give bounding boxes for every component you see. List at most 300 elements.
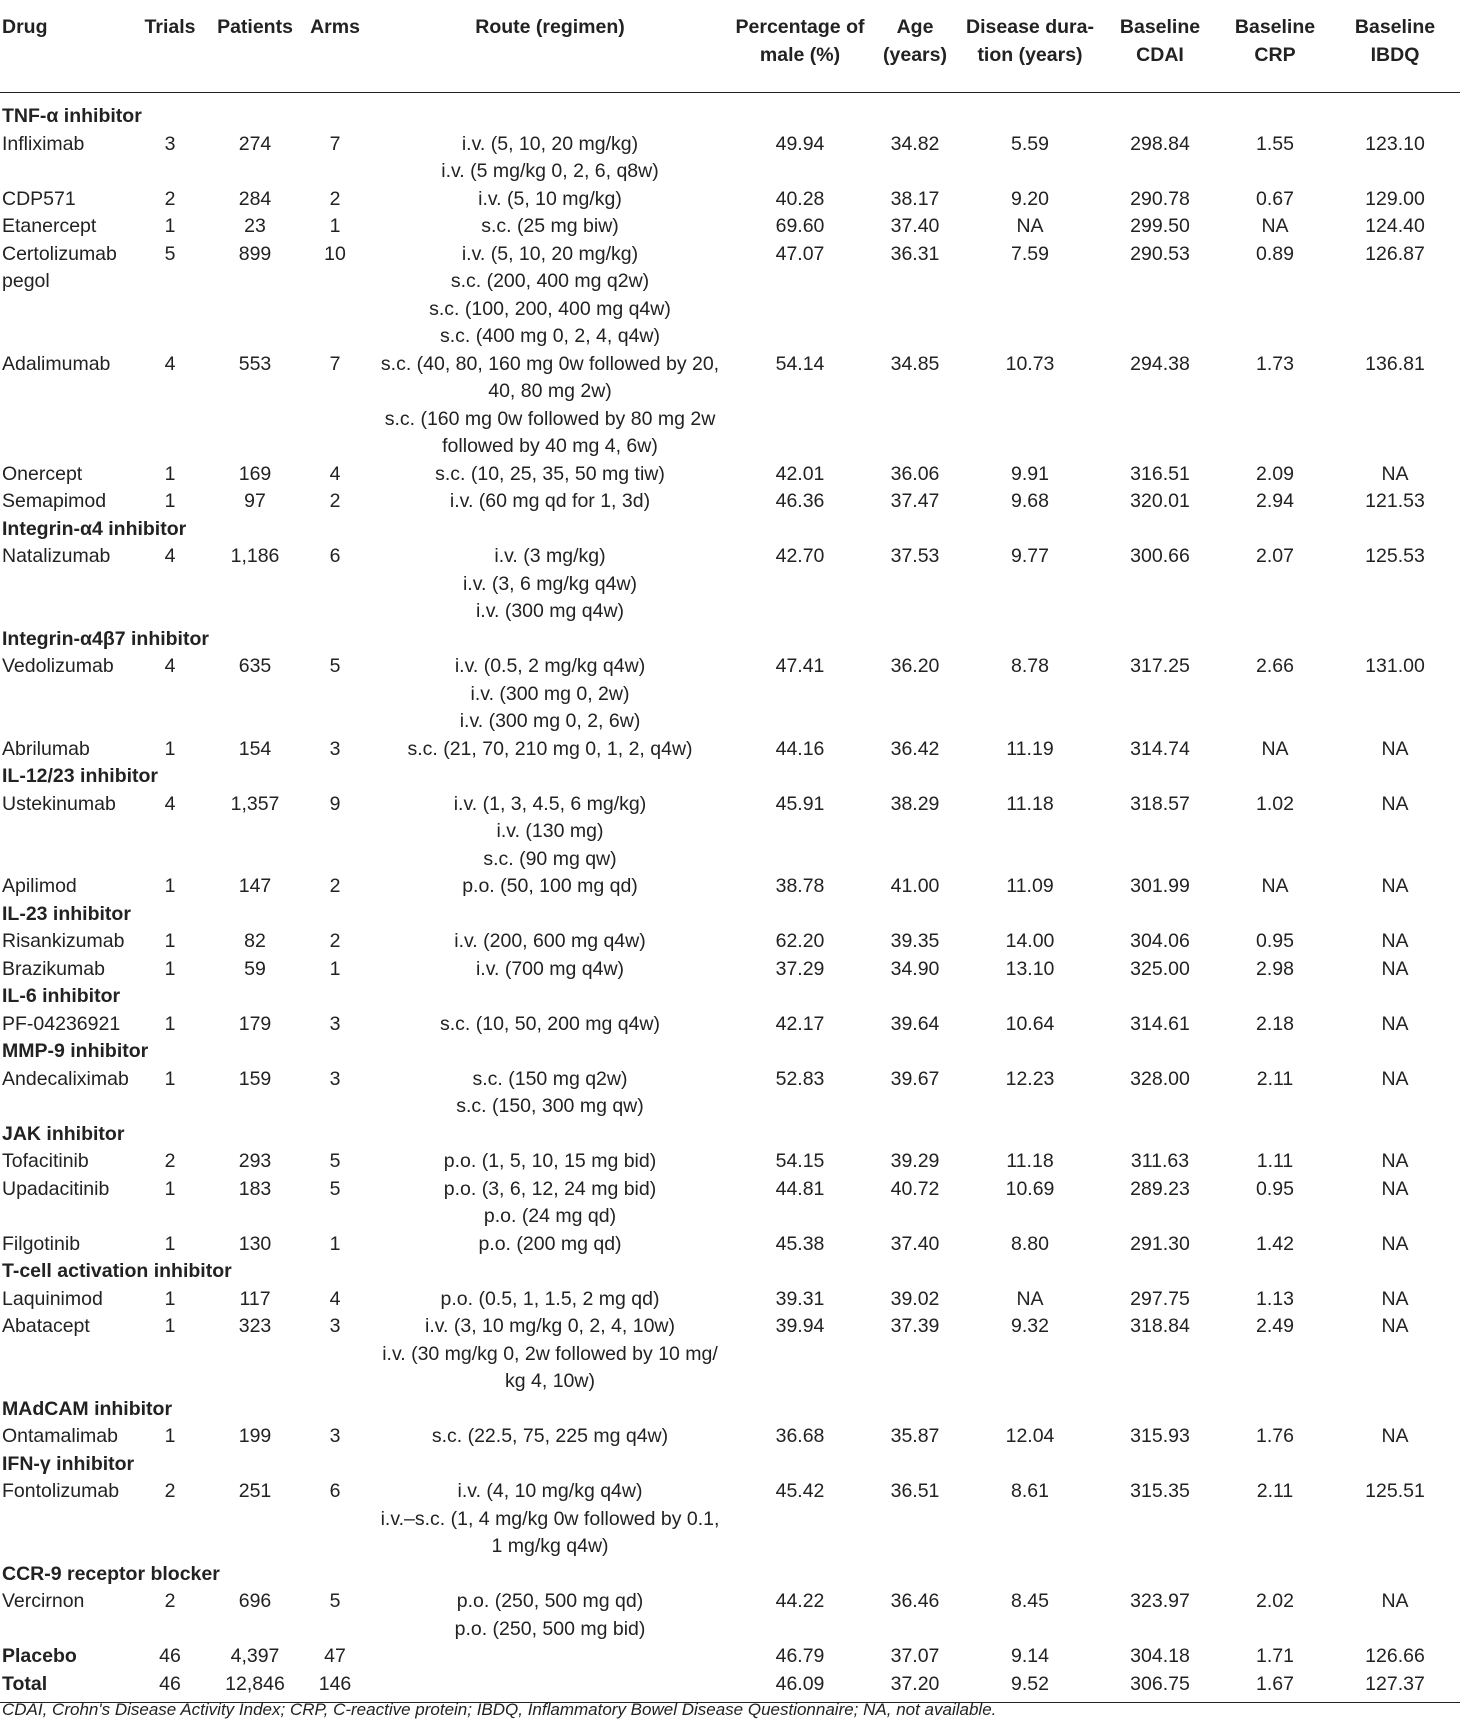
cell-arms: 146	[300, 1671, 370, 1703]
header-male: Percentage of male (%)	[730, 0, 870, 93]
cell-crp: 1.42	[1256, 1232, 1294, 1255]
cell-route: s.c. (22.5, 75, 225 mg q4w)	[431, 1425, 669, 1447]
cell-male: 46.79	[775, 1645, 825, 1667]
cell-arms: 3	[329, 1315, 341, 1337]
cell-drug: Upadacitinib	[2, 1177, 110, 1200]
cell-ibdq: NA	[1381, 1590, 1409, 1612]
cell-ibdq: 125.51	[1365, 1480, 1425, 1502]
cell-male: 42.01	[775, 462, 825, 485]
table-row	[0, 241, 1460, 351]
cell-drug: Tofacitinib	[2, 1150, 89, 1172]
cell-ibdq: 126.87	[1365, 242, 1425, 265]
cell-arms: 7	[329, 352, 341, 375]
cell-arms: 3	[329, 737, 341, 760]
cell-arms: 9	[329, 792, 341, 815]
cell-duration: 12.04	[1005, 1425, 1055, 1447]
cell-age: 36.06	[890, 462, 940, 485]
cell-ibdq: 136.81	[1365, 352, 1425, 375]
table-row	[0, 543, 1460, 626]
cell-patients: 82	[244, 930, 266, 952]
cell-drug: Ontamalimab	[2, 1425, 118, 1447]
cell-cdai: 314.61	[1130, 1012, 1190, 1035]
table-row	[0, 1423, 1460, 1451]
cell-male: 46.36	[775, 490, 825, 512]
cell-trials: 4	[164, 545, 176, 567]
cell-route: s.c. (21, 70, 210 mg 0, 1, 2, q4w)	[407, 737, 693, 760]
cell-arms: 1	[329, 957, 341, 980]
cell-drug: Andecaliximab	[2, 1067, 129, 1090]
cell-route: s.c. (10, 50, 200 mg q4w)	[439, 1012, 661, 1035]
section-header-row	[0, 901, 1460, 929]
cell-crp: 2.07	[1256, 545, 1294, 567]
cell-patients: 12,846	[210, 1671, 300, 1703]
cell-route: p.o. (0.5, 1, 1.5, 2 mg qd)	[440, 1287, 660, 1310]
cell-crp: 0.89	[1256, 242, 1294, 265]
cell-trials: 1	[164, 1232, 176, 1255]
cell-male: 39.94	[775, 1315, 825, 1337]
cell-arms: 2	[329, 875, 341, 897]
cell-route: i.v. (700 mg q4w)	[475, 957, 625, 980]
cell-patients: 23	[244, 215, 266, 237]
cell-duration: 9.20	[1011, 187, 1049, 210]
cell-drug: Certolizumab pegol	[2, 242, 117, 292]
cell-cdai: 298.84	[1130, 132, 1190, 155]
cell-crp: NA	[1261, 737, 1289, 760]
cell-crp: 1.02	[1256, 792, 1294, 815]
cell-trials: 3	[164, 132, 176, 155]
cell-route: p.o. (1, 5, 10, 15 mg bid)	[443, 1150, 657, 1172]
cell-male: 40.28	[775, 187, 825, 210]
cell-male: 69.60	[775, 215, 825, 237]
cell-patients: 59	[244, 957, 266, 980]
cell-patients: 179	[238, 1012, 272, 1035]
cell-crp: 1.11	[1256, 1150, 1294, 1172]
cell-route: i.v. (3, 10 mg/kg 0, 2, 4, 10w) i.v. (30 mg/kg 0, 2w followed by 10 mg/ kg 4, 10w)	[382, 1315, 718, 1392]
cell-crp: 2.94	[1256, 490, 1294, 512]
cell-duration: 10.73	[1005, 352, 1055, 375]
cell-male: 45.42	[775, 1480, 825, 1502]
cell-drug: PF-04236921	[2, 1012, 121, 1035]
section-title: TNF-α inhibitor	[2, 105, 142, 127]
cell-crp: 2.09	[1256, 462, 1294, 485]
table-row	[0, 1066, 1460, 1121]
cell-route: p.o. (3, 6, 12, 24 mg bid) p.o. (24 mg qd)	[443, 1177, 657, 1227]
cell-male: 54.15	[775, 1150, 825, 1172]
cell-arms: 10	[324, 242, 346, 265]
cell-drug: Infliximab	[2, 132, 85, 155]
cell-age: 34.85	[890, 352, 940, 375]
cell-male: 36.68	[775, 1425, 825, 1447]
section-header-row	[0, 1561, 1460, 1589]
cell-drug: Apilimod	[2, 875, 77, 897]
section-header-row	[0, 763, 1460, 791]
cell-cdai: 325.00	[1130, 957, 1190, 980]
cell-crp: 2.49	[1256, 1315, 1294, 1337]
section-title: MAdCAM inhibitor	[2, 1397, 173, 1420]
cell-age: 37.47	[890, 490, 940, 512]
section-header-row	[0, 983, 1460, 1011]
cell-cdai: 290.53	[1130, 242, 1190, 265]
cell-trials: 1	[164, 1177, 176, 1200]
cell-cdai: 304.18	[1130, 1645, 1190, 1667]
table-row	[0, 653, 1460, 736]
cell-patients: 1,357	[230, 792, 280, 815]
cell-ibdq: NA	[1381, 792, 1409, 815]
cell-crp: 1.67	[1220, 1671, 1330, 1703]
cell-route: p.o. (250, 500 mg qd) p.o. (250, 500 mg bid)	[454, 1590, 646, 1640]
cell-male: 62.20	[775, 930, 825, 952]
header-duration: Disease dura- tion (years)	[960, 0, 1100, 93]
cell-trials: 2	[164, 1150, 176, 1172]
cell-age: 37.53	[890, 545, 940, 567]
cell-cdai: 320.01	[1130, 490, 1190, 512]
table-row	[0, 791, 1460, 874]
cell-route: i.v. (5, 10, 20 mg/kg) i.v. (5 mg/kg 0, 2, 6, q8w)	[441, 132, 659, 182]
cell-route: i.v. (3 mg/kg) i.v. (3, 6 mg/kg q4w) i.v. (300 mg q4w)	[462, 545, 638, 622]
cell-arms: 7	[329, 132, 341, 155]
cell-cdai: 323.97	[1130, 1590, 1190, 1612]
cell-duration: 9.68	[1011, 490, 1049, 512]
cell-age: 37.07	[890, 1645, 940, 1667]
cell-male: 44.81	[775, 1177, 825, 1200]
cell-ibdq: 123.10	[1365, 132, 1425, 155]
table-row	[0, 488, 1460, 516]
cell-patients: 154	[238, 737, 272, 760]
cell-cdai: 328.00	[1130, 1067, 1190, 1090]
cell-age: 34.90	[890, 957, 940, 980]
cell-duration: 7.59	[1011, 242, 1049, 265]
cell-male: 49.94	[775, 132, 825, 155]
cell-age: 35.87	[890, 1425, 940, 1447]
cell-patients: 323	[238, 1315, 272, 1337]
cell-crp: 1.76	[1256, 1425, 1294, 1447]
cell-patients: 199	[238, 1425, 272, 1447]
cell-trials: 46	[130, 1671, 210, 1703]
cell-cdai: 318.84	[1130, 1315, 1190, 1337]
cell-male: 44.22	[775, 1590, 825, 1612]
table-row	[0, 1313, 1460, 1396]
cell-ibdq: 127.37	[1330, 1671, 1460, 1703]
table-row	[0, 186, 1460, 214]
cell-ibdq: NA	[1381, 737, 1409, 760]
cell-trials: 4	[164, 352, 176, 375]
cell-arms: 1	[329, 215, 341, 237]
cell-male: 39.31	[775, 1287, 825, 1310]
cell-ibdq: NA	[1381, 957, 1409, 980]
table-row	[0, 351, 1460, 461]
cell-ibdq: NA	[1381, 1012, 1409, 1035]
section-header-row	[0, 626, 1460, 654]
cell-age: 39.35	[890, 930, 940, 952]
cell-duration: 12.23	[1005, 1067, 1055, 1090]
cell-ibdq: NA	[1381, 930, 1409, 952]
cell-arms: 5	[329, 1590, 341, 1612]
cell-ibdq: NA	[1381, 1425, 1409, 1447]
cell-patients: 130	[238, 1232, 272, 1255]
cell-trials: 1	[164, 1012, 176, 1035]
cell-patients: 183	[238, 1177, 272, 1200]
cell-cdai: 304.06	[1130, 930, 1190, 952]
cell-route	[370, 1671, 730, 1703]
cell-trials: 1	[164, 737, 176, 760]
cell-duration: 9.91	[1011, 462, 1049, 485]
cell-arms: 1	[329, 1232, 341, 1255]
cell-trials: 1	[164, 957, 176, 980]
cell-crp: 2.98	[1256, 957, 1294, 980]
cell-crp: 2.18	[1256, 1012, 1294, 1035]
table-row	[0, 213, 1460, 241]
cell-arms: 3	[329, 1067, 341, 1090]
cell-trials: 2	[164, 1590, 176, 1612]
cell-ibdq: 125.53	[1365, 545, 1425, 567]
cell-duration: 10.69	[1005, 1177, 1055, 1200]
cell-crp: 2.11	[1256, 1067, 1294, 1090]
cell-cdai: 315.93	[1130, 1425, 1190, 1447]
cell-patients: 696	[238, 1590, 272, 1612]
cell-drug: Brazikumab	[2, 957, 105, 980]
cell-duration: 11.18	[1006, 792, 1054, 815]
cell-route: i.v. (5, 10, 20 mg/kg) s.c. (200, 400 mg q2w) s.c. (100, 200, 400 mg q4w) s.c. (400 mg 0, 2, 4, q4w)	[429, 242, 671, 347]
section-header-row	[0, 516, 1460, 544]
cell-ibdq: NA	[1381, 1177, 1409, 1200]
cell-duration: 8.78	[1011, 655, 1049, 677]
cell-arms: 2	[329, 930, 341, 952]
cell-crp: 0.95	[1256, 1177, 1294, 1200]
cell-route: i.v. (4, 10 mg/kg q4w) i.v.–s.c. (1, 4 mg/kg 0w followed by 0.1, 1 mg/kg q4w)	[380, 1480, 720, 1557]
cell-cdai: 290.78	[1130, 187, 1190, 210]
cell-route: s.c. (25 mg biw)	[481, 215, 619, 237]
cell-age: 39.67	[890, 1067, 940, 1090]
cell-crp: 0.95	[1256, 930, 1294, 952]
cell-drug: Etanercept	[2, 215, 97, 237]
cell-drug: Vercirnon	[2, 1590, 85, 1612]
cell-age: 36.42	[890, 737, 940, 760]
cell-trials: 1	[164, 1067, 176, 1090]
cell-arms: 4	[329, 462, 341, 485]
cell-patients: 635	[238, 655, 272, 677]
cell-arms: 6	[329, 545, 341, 567]
cell-age: 38.29	[890, 792, 940, 815]
cell-crp: 0.67	[1256, 187, 1294, 210]
section-header-row	[0, 1451, 1460, 1479]
cell-ibdq: NA	[1381, 1150, 1409, 1172]
cell-age: 40.72	[890, 1177, 940, 1200]
cell-route: p.o. (50, 100 mg qd)	[462, 875, 638, 897]
cell-arms: 47	[324, 1645, 346, 1667]
cell-route: s.c. (150 mg q2w) s.c. (150, 300 mg qw)	[456, 1067, 644, 1117]
cell-cdai: 294.38	[1130, 352, 1190, 375]
section-header-row	[0, 1258, 1460, 1286]
cell-patients: 1,186	[230, 545, 280, 567]
header-ibdq: Baseline IBDQ	[1330, 0, 1460, 93]
cell-trials: 4	[164, 792, 176, 815]
cell-ibdq: 121.53	[1365, 490, 1425, 512]
cell-route	[370, 1643, 730, 1671]
cell-drug: Filgotinib	[2, 1232, 81, 1255]
cell-age: 39.02	[890, 1287, 940, 1310]
cell-trials: 1	[164, 462, 176, 485]
cell-drug: Adalimumab	[2, 352, 111, 375]
cell-cdai: 299.50	[1130, 215, 1190, 237]
cell-drug: Semapimod	[2, 490, 107, 512]
cell-arms: 2	[329, 187, 341, 210]
cell-age: 36.51	[890, 1480, 940, 1502]
section-title: T-cell activation inhibitor	[2, 1260, 232, 1282]
cell-crp: 2.02	[1256, 1590, 1294, 1612]
cell-cdai: 306.75	[1100, 1671, 1220, 1703]
cell-patients: 117	[239, 1287, 271, 1310]
cell-drug: Onercept	[2, 462, 83, 485]
table-row	[0, 1478, 1460, 1561]
section-title: IFN-γ inhibitor	[2, 1452, 135, 1475]
cell-ibdq: NA	[1381, 1287, 1409, 1310]
cell-duration: 9.52	[960, 1671, 1100, 1703]
header-route: Route (regimen)	[370, 0, 730, 93]
cell-route: i.v. (5, 10 mg/kg)	[478, 187, 622, 210]
cell-cdai: 315.35	[1130, 1480, 1190, 1502]
cell-drug: Vedolizumab	[2, 655, 114, 677]
cell-arms: 3	[329, 1425, 341, 1447]
table-row	[0, 461, 1460, 489]
cell-patients: 274	[238, 132, 272, 155]
cell-route: p.o. (200 mg qd)	[478, 1232, 622, 1255]
cell-duration: 5.59	[1011, 132, 1049, 155]
table-row	[0, 1286, 1460, 1314]
cell-ibdq: NA	[1381, 1315, 1409, 1337]
cell-age: 36.20	[890, 655, 940, 677]
cell-male: 37.29	[775, 957, 825, 980]
table-row	[0, 928, 1460, 956]
cell-patients: 293	[238, 1150, 272, 1172]
cell-patients: 553	[238, 352, 272, 375]
cell-male: 46.09	[730, 1671, 870, 1703]
table-row	[0, 131, 1460, 186]
cell-age: 37.40	[890, 215, 940, 237]
section-title: MMP-9 inhibitor	[2, 1040, 149, 1062]
cell-patients: 159	[238, 1067, 272, 1090]
cell-male: 42.17	[775, 1012, 825, 1035]
cell-age: 37.20	[870, 1671, 960, 1703]
cell-crp: 1.13	[1256, 1287, 1294, 1310]
cell-age: 39.64	[890, 1012, 940, 1035]
cell-cdai: 318.57	[1130, 792, 1190, 815]
cell-crp: NA	[1261, 215, 1289, 237]
cell-drug: Laquinimod	[2, 1287, 103, 1310]
cell-drug: Abatacept	[2, 1315, 90, 1337]
cell-ibdq: NA	[1381, 1067, 1409, 1090]
cell-age: 36.46	[890, 1590, 940, 1612]
cell-cdai: 311.63	[1130, 1150, 1190, 1172]
table-row	[0, 1671, 1460, 1703]
cell-patients: 97	[244, 490, 266, 512]
cell-ibdq: 129.00	[1365, 187, 1425, 210]
cell-route: s.c. (40, 80, 160 mg 0w followed by 20, 40, 80 mg 2w) s.c. (160 mg 0w followed by 80 mg 2w followed by 40 mg 4, 6w)	[380, 352, 720, 457]
section-title: JAK inhibitor	[2, 1122, 125, 1145]
section-header-row	[0, 1396, 1460, 1424]
cell-ibdq: NA	[1381, 1232, 1409, 1255]
cell-crp: NA	[1261, 875, 1289, 897]
cell-cdai: 317.25	[1130, 655, 1190, 677]
cell-duration: 11.09	[1006, 875, 1054, 897]
cell-duration: 9.32	[1011, 1315, 1049, 1337]
cell-drug: Ustekinumab	[2, 792, 116, 815]
cell-route: s.c. (10, 25, 35, 50 mg tiw)	[435, 462, 665, 485]
table-footnote: CDAI, Crohn's Disease Activity Index; CRP, C-reactive protein; IBDQ, Inflammatory Bowel Disease Questionnaire; NA, not available.	[2, 1700, 997, 1719]
cell-age: 37.39	[890, 1315, 940, 1337]
header-crp: Baseline CRP	[1220, 0, 1330, 93]
cell-cdai: 316.51	[1130, 462, 1190, 485]
table-row	[0, 1643, 1460, 1671]
cell-route: i.v. (60 mg qd for 1, 3d)	[449, 490, 651, 512]
section-title: CCR-9 receptor blocker	[2, 1562, 220, 1585]
cell-age: 41.00	[890, 875, 940, 897]
header-trials: Trials	[130, 0, 210, 93]
cell-cdai: 297.75	[1130, 1287, 1190, 1310]
cell-trials: 1	[164, 875, 176, 897]
cell-ibdq: 126.66	[1365, 1645, 1425, 1667]
cell-drug: Total	[0, 1671, 130, 1703]
cell-duration: 9.14	[1011, 1645, 1049, 1667]
cell-male: 47.41	[775, 655, 825, 677]
cell-ibdq: NA	[1381, 875, 1409, 897]
header-arms: Arms	[300, 0, 370, 93]
cell-trials: 5	[164, 242, 176, 265]
cell-cdai: 301.99	[1130, 875, 1190, 897]
cell-patients: 251	[238, 1480, 272, 1502]
cell-male: 47.07	[775, 242, 825, 265]
cell-male: 42.70	[775, 545, 825, 567]
cell-cdai: 289.23	[1130, 1177, 1190, 1200]
cell-patients: 4,397	[230, 1645, 280, 1667]
section-title: IL-23 inhibitor	[2, 902, 131, 925]
cell-arms: 3	[329, 1012, 341, 1035]
table-row	[0, 1148, 1460, 1176]
cell-drug: CDP571	[2, 187, 76, 210]
section-header-row	[0, 1121, 1460, 1149]
table-header	[0, 0, 1460, 93]
cell-ibdq: NA	[1381, 462, 1409, 485]
header-drug: Drug	[0, 0, 130, 93]
cell-drug: Placebo	[2, 1645, 77, 1667]
section-title: Integrin-α4 inhibitor	[2, 517, 187, 540]
cell-male: 45.91	[775, 792, 825, 815]
cell-duration: 8.61	[1011, 1480, 1049, 1502]
cell-crp: 2.66	[1256, 655, 1294, 677]
section-header-row	[0, 1038, 1460, 1066]
cell-trials: 1	[164, 215, 176, 237]
section-title: IL-6 inhibitor	[2, 985, 121, 1007]
cell-drug: Risankizumab	[2, 930, 125, 952]
cell-male: 54.14	[775, 352, 825, 375]
cell-arms: 5	[329, 1150, 341, 1172]
cell-cdai: 314.74	[1130, 737, 1190, 760]
cell-trials: 2	[164, 187, 176, 210]
cell-arms: 4	[329, 1287, 341, 1310]
cell-crp: 1.71	[1256, 1645, 1294, 1667]
cell-trials: 1	[164, 1315, 176, 1337]
cell-ibdq: 124.40	[1365, 215, 1425, 237]
cell-male: 44.16	[775, 737, 825, 760]
cell-route: i.v. (0.5, 2 mg/kg q4w) i.v. (300 mg 0, 2w) i.v. (300 mg 0, 2, 6w)	[454, 655, 646, 732]
cell-age: 39.29	[890, 1150, 940, 1172]
cell-age: 34.82	[890, 132, 940, 155]
cell-arms: 5	[329, 1177, 341, 1200]
cell-cdai: 300.66	[1130, 545, 1190, 567]
cell-arms: 6	[329, 1480, 341, 1502]
cell-trials: 2	[164, 1480, 176, 1502]
cell-duration: 11.19	[1006, 737, 1054, 760]
header-cdai: Baseline CDAI	[1100, 0, 1220, 93]
